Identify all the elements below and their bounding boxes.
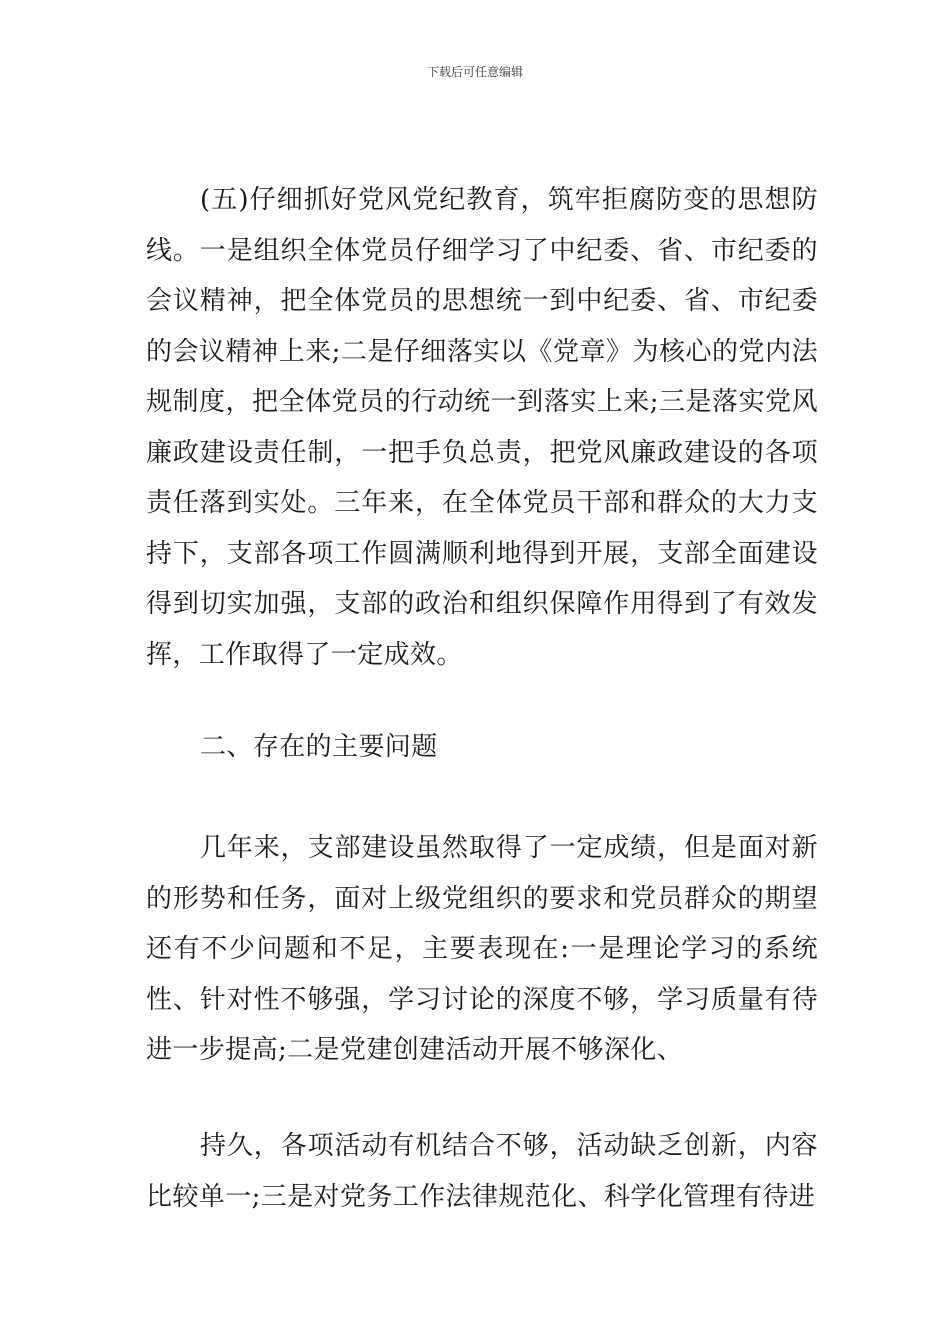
paragraph-problems-continued: 持久，各项活动有机结合不够，活动缺乏创新，内容比较单一;三是对党务工作法律规范化、科学化管理有待进 [146,1131,818,1212]
section-heading-main-problems: 二、存在的主要问题 [200,732,438,762]
paragraph-problems-overview: 几年来，支部建设虽然取得了一定成绩，但是面对新的形势和任务，面对上级党组织的要求和党员群众的期望还有不少问题和不足，主要表现在:一是理论学习的系统性、针对性不够强，学习讨论的深度不够，学习质量有待进一步提高;二是党建创建活动开展不够深化、 [146,833,818,1065]
paragraph-party-discipline-education: (五)仔细抓好党风党纪教育，筑牢拒腐防变的思想防线。一是组织全体党员仔细学习了中纪委、省、市纪委的会议精神，把全体党员的思想统一到中纪委、省、市纪委的会议精神上来;二是仔细落实以《党章》为核心的党内法规制度，把全体党员的行动统一到落实上来;三是落实党风廉政建设责任制，一把手负总责，把党风廉政建设的各项责任落到实处。三年来，在全体党员干部和群众的大力支持下，支部各项工作圆满顺利地得到开展，支部全面建设得到切实加强，支部的政治和组织保障作用得到了有效发挥，工作取得了一定成效。 [146,185,818,670]
page-header: 下载后可任意编辑 [426,65,523,79]
